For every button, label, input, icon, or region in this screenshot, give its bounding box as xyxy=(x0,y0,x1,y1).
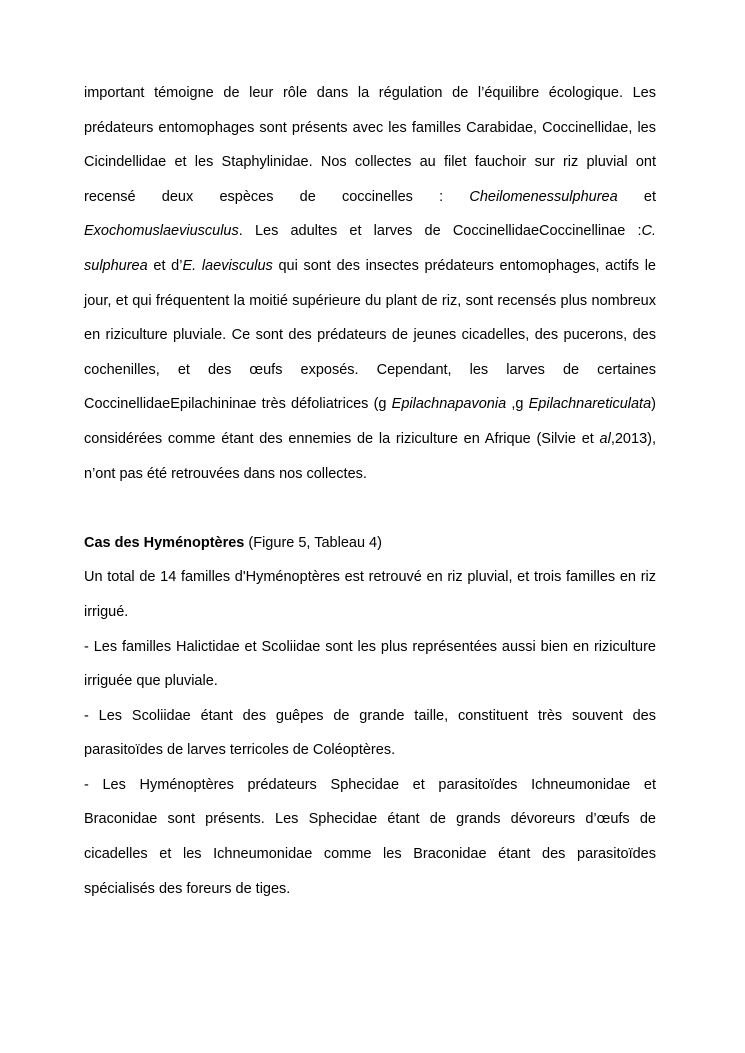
page-content xyxy=(84,76,656,906)
text-segment: ,g xyxy=(506,396,529,413)
text-segment: Cas des Hyménoptères xyxy=(84,534,245,551)
text-segment: - Les familles Halictidae et Scoliidae sont les plus représentées aussi bien en riziculture irriguée que pluviale. xyxy=(84,638,656,690)
text-segment: qui sont des insectes prédateurs entomophages, actifs le jour, et qui fréquentent la moitié supérieure du plant de riz, sont recensés plus nombreux en riziculture pluviale. Ce sont des prédateurs de jeunes cicadelles, des pucerons, des cochenilles, et des œufs exposés. Cependant, les larves de certaines CoccinellidaeEpilachininae très défoliatrices (g xyxy=(84,257,656,413)
text-segment: Un total de 14 familles d'Hyménoptères est retrouvé en riz pluvial, et trois familles en riz irrigué. xyxy=(84,569,656,620)
paragraph-total-familles xyxy=(84,560,656,629)
text-segment: et xyxy=(617,188,656,205)
text-segment: C. sulphurea xyxy=(84,223,656,274)
text-segment: . Les adultes et larves de CoccinellidaeCoccinellinae : xyxy=(238,223,642,240)
text-segment: - Les Hyménoptères prédateurs Sphecidae et parasitoïdes Ichneumonidae et Braconidae sont présents. Les Sphecidae étant de grands dévoreurs d’œufs de cicadelles et les Ichneumonidae comme les Braconidae étant des parasitoïdes spécialisés des foreurs de tiges. xyxy=(84,776,656,897)
text-segment: ,2013), n’ont pas été retrouvées dans nos collectes. xyxy=(84,430,656,482)
text-segment: important témoigne de leur rôle dans la régulation de l’équilibre écologique. Les prédateurs entomophages sont présents avec les familles Carabidae, Coccinellidae, les Cicindellidae et les Staphylinidae. Nos collectes au filet fauchoir sur riz pluvial ont recensé deux espèces de coccinelles : xyxy=(84,85,656,205)
text-segment: Epilachnareticulata xyxy=(528,396,652,413)
text-segment: (Figure 5, Tableau 4) xyxy=(244,534,382,551)
paragraph-coleopteres-predateurs xyxy=(84,76,656,491)
text-segment: - Les Scoliidae étant des guêpes de grande taille, constituent très souvent des parasitoïdes de larves terricoles de Coléoptères. xyxy=(84,707,656,759)
text-segment: et d’ xyxy=(147,257,183,274)
paragraph-sphecidae-parasitoides xyxy=(84,768,656,906)
paragraph-scoliidae-guepes xyxy=(84,699,656,768)
text-segment: Cheilomenessulphurea xyxy=(469,188,618,205)
heading-cas-des-hymenopteres xyxy=(84,526,656,561)
text-segment: Exochomuslaeviusculus xyxy=(84,223,239,240)
text-segment: E. laevisculus xyxy=(182,257,273,274)
text-segment: al xyxy=(599,430,611,447)
text-segment: Epilachnapavonia xyxy=(391,396,507,413)
text-segment: ) considérées comme étant des ennemies de la riziculture en Afrique (Silvie et xyxy=(84,396,656,447)
paragraph-halictidae-scoliidae xyxy=(84,630,656,699)
